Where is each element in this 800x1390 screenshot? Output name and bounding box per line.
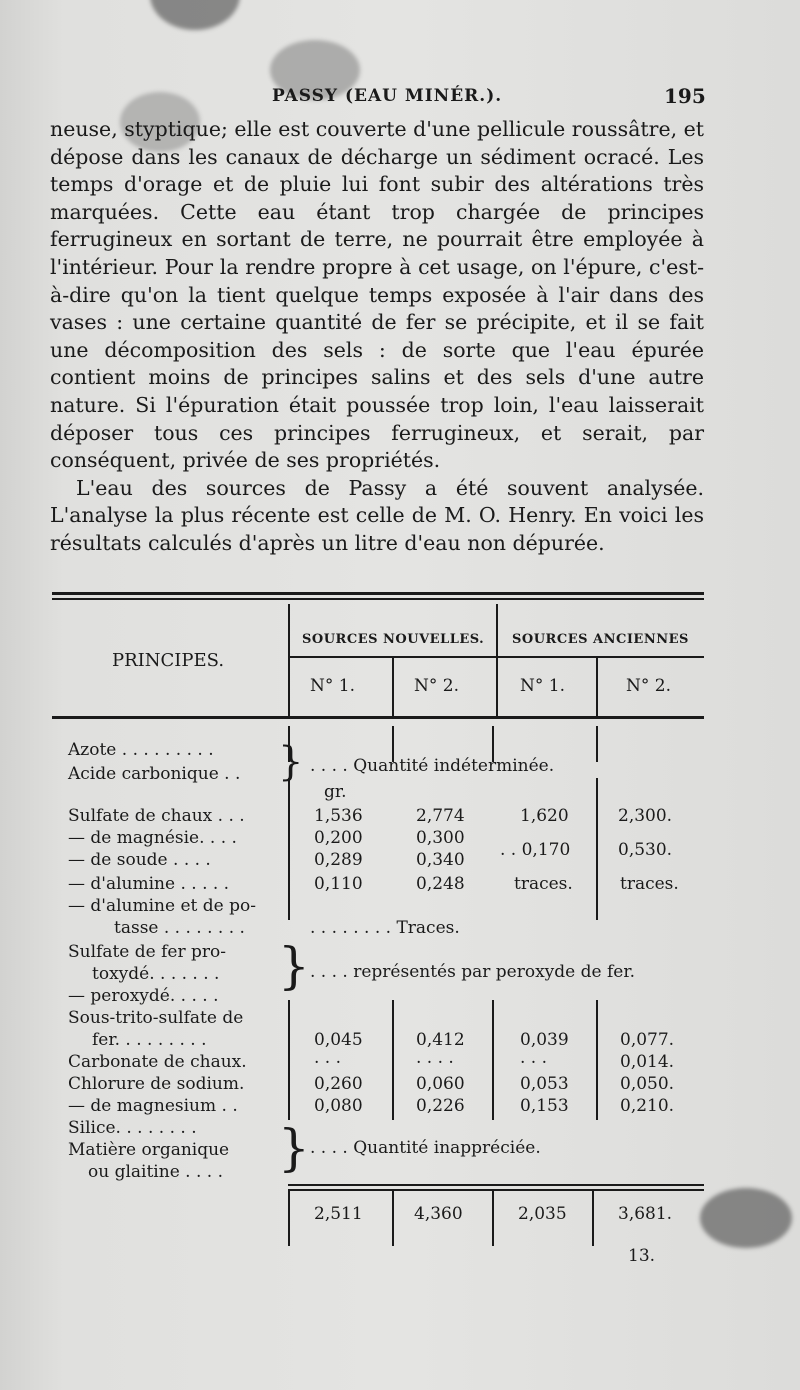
value: 1,536	[314, 806, 363, 826]
row-label: toxydé. . . . . . .	[92, 964, 220, 984]
column-divider	[592, 1190, 594, 1246]
total-value: 2,035	[518, 1204, 567, 1224]
brace: }	[278, 937, 310, 995]
page-number: 195	[664, 84, 706, 108]
span-note: . . . . Quantité inappréciée.	[310, 1138, 541, 1158]
value: . . . .	[416, 1048, 454, 1068]
value: traces.	[620, 874, 679, 894]
column-divider	[288, 1190, 290, 1246]
value: 1,620	[520, 806, 569, 826]
brace: }	[278, 1119, 310, 1177]
row-label: Silice. . . . . . . .	[68, 1118, 197, 1138]
row-label: — de soude . . . .	[68, 850, 211, 870]
value: 0,210.	[620, 1096, 675, 1116]
totals-rule	[288, 1189, 704, 1191]
table-top-rule	[52, 598, 704, 600]
value: 0,248	[416, 874, 465, 894]
row-label: — d'alumine et de po-	[68, 896, 256, 916]
brace: }	[278, 739, 304, 785]
row-label: — d'alumine . . . . .	[68, 874, 230, 894]
body-text	[50, 116, 704, 558]
value: 2,774	[416, 806, 465, 826]
column-divider	[392, 658, 394, 716]
column-divider	[288, 778, 290, 920]
column-divider	[392, 1190, 394, 1246]
table-top-rule	[52, 592, 704, 595]
group-rule	[498, 656, 704, 658]
row-label: Sous-trito-sulfate de	[68, 1008, 244, 1028]
row-label: Carbonate de chaux.	[68, 1052, 247, 1072]
column-divider	[288, 1000, 290, 1120]
paragraph: L'eau des sources de Passy a été souvent analysée. L'analyse la plus récente est celle de M. O. Henry. En voici les résultats calculés d'après un litre d'eau non dépurée.	[50, 475, 704, 555]
value: 0,153	[520, 1096, 569, 1116]
row-label: Chlorure de sodium.	[68, 1074, 245, 1094]
span-note: . . . . Quantité indéterminée.	[310, 756, 555, 776]
col-new-2: N° 2.	[414, 676, 459, 696]
value: 0,260	[314, 1074, 363, 1094]
row-label: — peroxydé. . . . .	[68, 986, 219, 1006]
value: 0,060	[416, 1074, 465, 1094]
column-divider	[392, 1000, 394, 1120]
span-note: . . . . . . . . Traces.	[310, 918, 460, 938]
value: 2,300.	[618, 806, 673, 826]
row-label: fer. . . . . . . . .	[92, 1030, 207, 1050]
value: 0,200	[314, 828, 363, 848]
totals-rule	[288, 1184, 704, 1186]
analysis-table	[52, 590, 704, 1250]
value: . . .	[520, 1048, 548, 1068]
page-header	[0, 84, 800, 110]
ink-stain	[700, 1188, 792, 1248]
column-divider	[496, 604, 498, 716]
value: 0,014.	[620, 1052, 675, 1072]
value: 0,050.	[620, 1074, 675, 1094]
column-divider	[288, 604, 290, 716]
total-value: 3,681.	[618, 1204, 673, 1224]
total-value: 2,511	[314, 1204, 363, 1224]
row-label: Sulfate de chaux . . .	[68, 806, 245, 826]
value: 0,039	[520, 1030, 569, 1050]
ink-stain	[150, 0, 240, 30]
row-label: tasse . . . . . . . .	[114, 918, 245, 938]
col-new-1: N° 1.	[310, 676, 355, 696]
value: 0,300	[416, 828, 465, 848]
signature-mark: 13.	[628, 1246, 656, 1266]
column-divider	[492, 1190, 494, 1246]
value: 0,289	[314, 850, 363, 870]
value: traces.	[514, 874, 573, 894]
row-label: ou glaitine . . . .	[88, 1162, 223, 1182]
row-label: — de magnésie. . . .	[68, 828, 237, 848]
col-principes: PRINCIPES.	[112, 650, 225, 671]
column-divider	[596, 658, 598, 716]
value: 0,045	[314, 1030, 363, 1050]
value: 0,412	[416, 1030, 465, 1050]
paragraph: neuse, styptique; elle est couverte d'une pellicule roussâtre, et dépose dans les canaux de décharge un sédiment ocracé. Les temps d'orage et de pluie lui font subir des altérations très marquées. Cette eau étant trop chargée de principes ferrugineux en sortant de terre, ne pourrait être employée à l'intérieur. Pour la rendre propre à cet usage, on l'épure, c'est-à-dire qu'on la tient quelque temps exposée à l'air dans des vases : une certaine quantité de fer se précipite, et il se fait une décomposition des sels : de sorte que l'eau épurée contient moins de principes salins et des sels d'une autre nature. Si l'épuration était poussée trop loin, l'eau laisserait déposer tous ces principes ferrugineux, et serait, par conséquent, privée de ses propriétés.	[50, 117, 704, 473]
row-label: — de magnesium . .	[68, 1096, 238, 1116]
row-label: Matière organique	[68, 1140, 230, 1160]
column-divider	[492, 1000, 494, 1120]
value: 0,110	[314, 874, 363, 894]
value: . . .	[314, 1048, 342, 1068]
row-label: Azote . . . . . . . . .	[68, 740, 214, 760]
value: 0,530.	[618, 840, 673, 860]
value: . . 0,170	[500, 840, 571, 860]
value: 0,340	[416, 850, 465, 870]
total-value: 4,360	[414, 1204, 463, 1224]
col-old-2: N° 2.	[626, 676, 671, 696]
table-header-rule	[52, 716, 704, 719]
column-divider	[596, 726, 598, 762]
group-new-sources: SOURCES NOUVELLES.	[302, 632, 485, 647]
value: 0,053	[520, 1074, 569, 1094]
span-note: . . . . représentés par peroxyde de fer.	[310, 962, 635, 982]
group-old-sources: SOURCES ANCIENNES	[512, 632, 689, 647]
value: 0,080	[314, 1096, 363, 1116]
row-label: Acide carbonique . .	[68, 764, 241, 784]
unit-label: gr.	[324, 782, 347, 802]
value: 0,226	[416, 1096, 465, 1116]
row-label: Sulfate de fer pro-	[68, 942, 226, 962]
column-divider	[596, 1000, 598, 1120]
value: 0,077.	[620, 1030, 675, 1050]
col-old-1: N° 1.	[520, 676, 565, 696]
running-title: PASSY (EAU MINÉR.).	[272, 86, 503, 106]
column-divider	[596, 778, 598, 920]
